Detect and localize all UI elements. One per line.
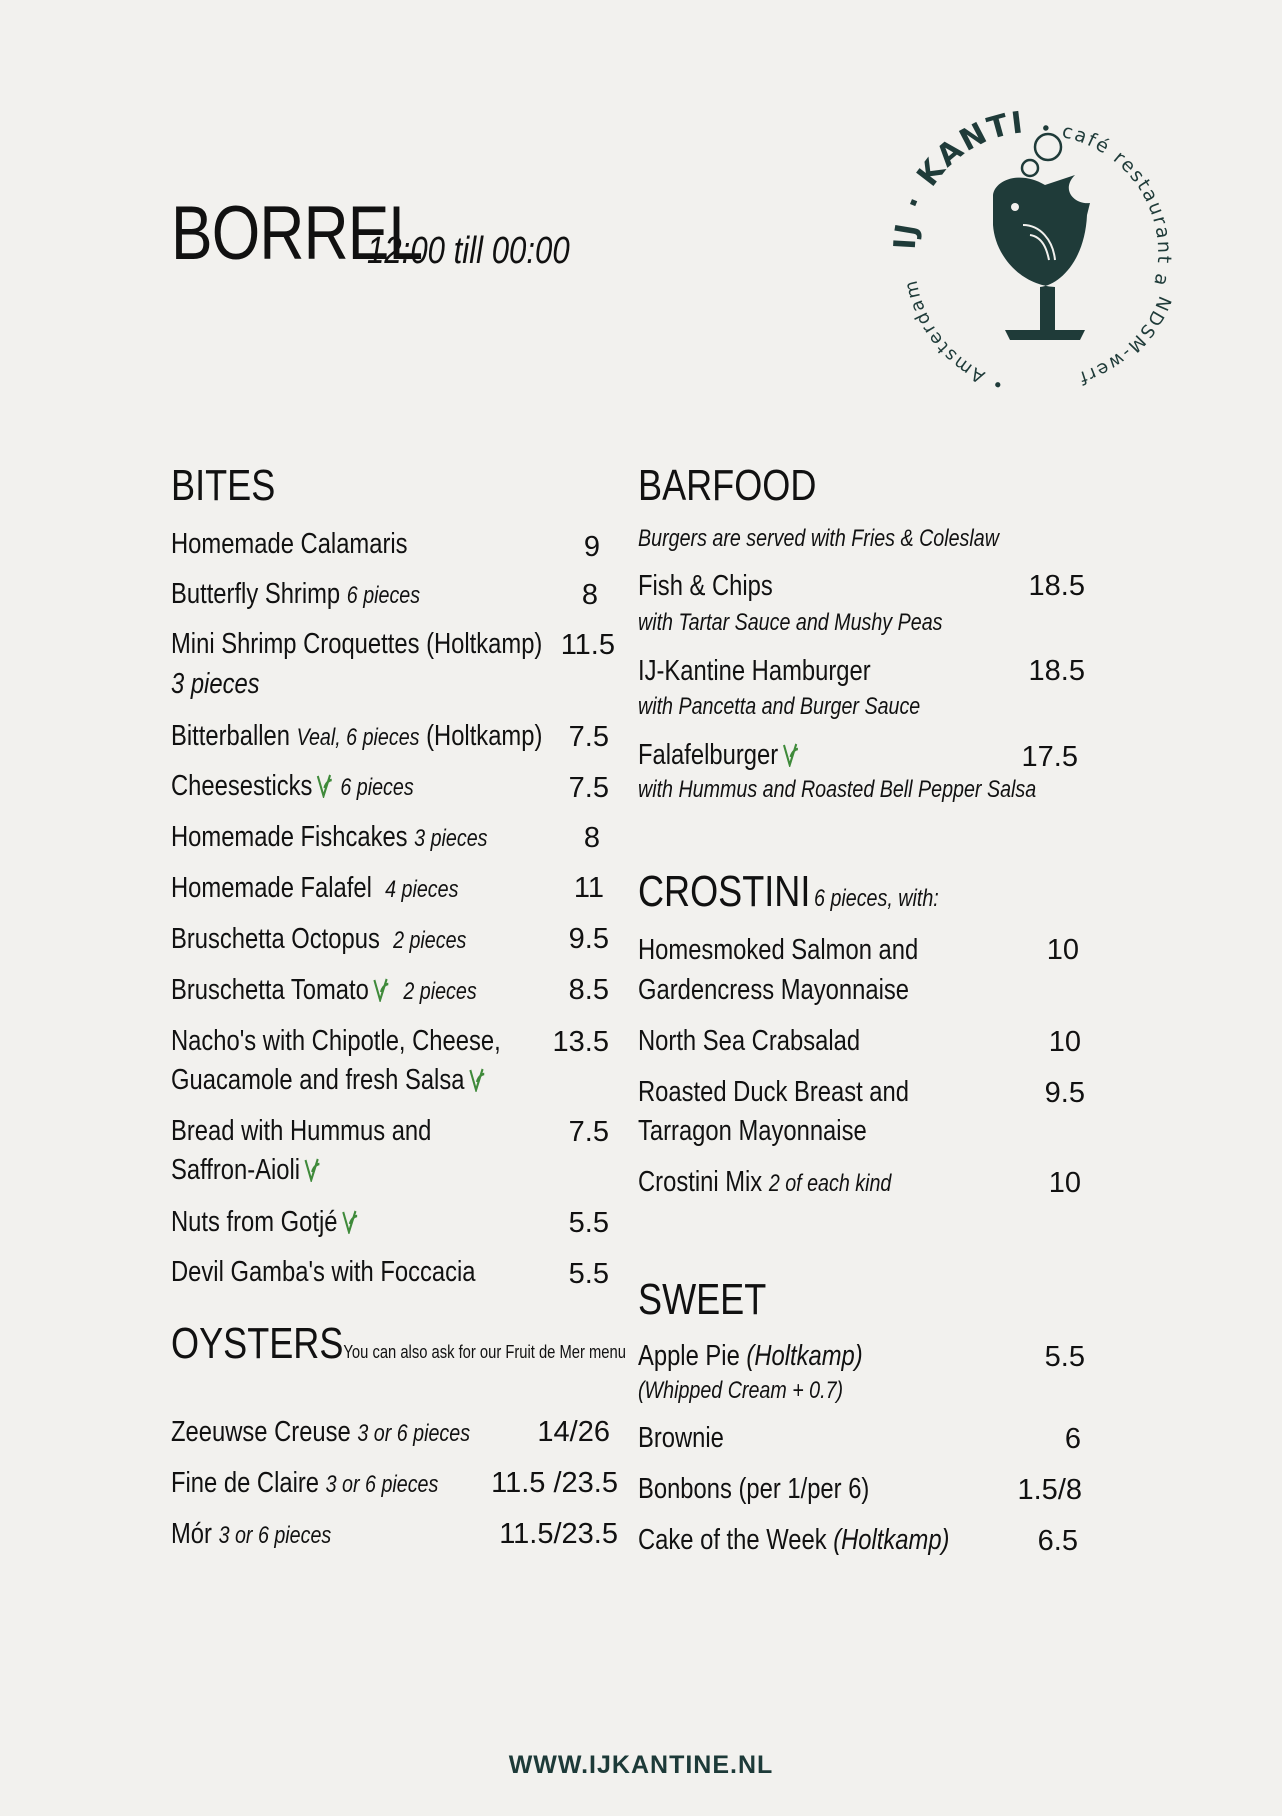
menu-item-price: 18.5	[1028, 655, 1085, 687]
menu-item-price: 14/26	[537, 1416, 610, 1448]
menu-item: Bruschetta Tomato 2 pieces	[171, 974, 477, 1006]
menu-item-price: 5.5	[568, 1258, 609, 1290]
menu-item-price: 18.5	[1028, 570, 1085, 602]
menu-item-desc: (Whipped Cream + 0.7)	[638, 1377, 844, 1404]
vegan-leaf-icon	[316, 772, 334, 798]
menu-item-desc: with Tartar Sauce and Mushy Peas	[638, 609, 943, 636]
menu-item: Nacho's with Chipotle, Cheese,	[171, 1025, 501, 1057]
menu-item: Devil Gamba's with Foccacia	[171, 1256, 476, 1288]
crostini-note: 6 pieces, with:	[814, 885, 939, 912]
menu-item: Bread with Hummus and	[171, 1115, 432, 1147]
menu-item-price: 10	[1048, 1026, 1081, 1058]
menu-item: Crostini Mix 2 of each kind	[638, 1166, 892, 1198]
barfood-heading: BARFOOD	[638, 461, 817, 510]
menu-item: Zeeuwse Creuse 3 or 6 pieces	[171, 1416, 471, 1448]
page-title: BORREL	[171, 191, 423, 276]
crostini-heading: CROSTINI 6 pieces, with:	[638, 867, 939, 916]
logo-right-text: • café restaurant a	[1039, 117, 1176, 290]
menu-item-price: 11.5 /23.5	[491, 1467, 618, 1499]
menu-item: Homesmoked Salmon and	[638, 934, 919, 966]
menu-item: Brownie	[638, 1422, 724, 1454]
menu-item-price: 11	[573, 872, 604, 904]
logo-top-text: IJ · KANTI	[887, 105, 1027, 251]
menu-item: Mini Shrimp Croquettes (Holtkamp)	[171, 628, 543, 660]
menu-item-price: 5.5	[1044, 1341, 1085, 1373]
oysters-note: You can also ask for our Fruit de Mer menu	[343, 1342, 626, 1362]
menu-item-price: 7.5	[568, 772, 609, 804]
menu-item: Cheesesticks 6 pieces	[171, 770, 414, 802]
logo-bottom-left-text: • Amsterdam	[900, 276, 1007, 396]
menu-item: Apple Pie (Holtkamp)	[638, 1340, 863, 1372]
menu-item: Homemade Fishcakes 3 pieces	[171, 821, 488, 853]
menu-item-price: 10	[1048, 1167, 1081, 1199]
menu-item-line2: Gardencress Mayonnaise	[638, 974, 909, 1006]
logo-bottom-right-text: NDSM-werf	[1075, 293, 1175, 389]
vegan-leaf-icon	[341, 1208, 359, 1234]
menu-item-price: 7.5	[568, 721, 609, 753]
vegan-leaf-icon	[303, 1156, 321, 1182]
menu-item-price: 13.5	[552, 1026, 609, 1058]
fish-in-wine-glass-icon	[993, 134, 1090, 340]
svg-text:• Amsterdam Noord	[855, 75, 1007, 395]
menu-item: Mór 3 or 6 pieces	[171, 1518, 332, 1550]
sweet-heading: SWEET	[638, 1275, 767, 1324]
menu-item: Fish & Chips	[638, 570, 773, 602]
vegan-leaf-icon	[781, 741, 799, 767]
menu-item-price: 11.5	[560, 629, 615, 661]
menu-item: Homemade Calamaris	[171, 528, 408, 560]
menu-item-price: 17.5	[1021, 741, 1078, 773]
menu-item: Nuts from Gotjé	[171, 1202, 400, 1242]
menu-item-desc: with Hummus and Roasted Bell Pepper Salsa	[638, 776, 1037, 803]
menu-item: Homemade Falafel 4 pieces	[171, 872, 459, 904]
menu-item-price: 8	[583, 822, 600, 854]
menu-item: Bitterballen Veal, 6 pieces (Holtkamp)	[171, 720, 543, 752]
menu-item-price: 8.5	[568, 974, 609, 1006]
vegan-leaf-icon	[372, 976, 390, 1002]
oysters-heading: OYSTERSYou can also ask for our Fruit de Mer menu	[171, 1319, 626, 1368]
menu-item-price: 5.5	[568, 1207, 609, 1239]
bites-heading: BITES	[171, 461, 276, 510]
menu-item-line2: Saffron-Aioli	[171, 1150, 354, 1190]
menu-item: Bruschetta Octopus 2 pieces	[171, 923, 467, 955]
menu-item-price: 10	[1046, 934, 1079, 966]
menu-item-price: 11.5/23.5	[499, 1518, 618, 1550]
menu-item-price: 6.5	[1037, 1525, 1078, 1557]
menu-item-price: 7.5	[568, 1116, 609, 1148]
menu-item: IJ-Kantine Hamburger	[638, 655, 871, 687]
svg-text:NDSM-werf	[1075, 293, 1175, 388]
ij-kantine-logo	[855, 75, 1210, 430]
menu-item: Falafelburger	[638, 735, 835, 775]
menu-item-price: 8	[581, 579, 598, 611]
menu-item: North Sea Crabsalad	[638, 1025, 861, 1057]
menu-item-line2: Guacamole and fresh Salsa	[171, 1060, 555, 1100]
opening-hours: 12:00 till 00:00	[367, 230, 570, 272]
barfood-note: Burgers are served with Fries & Coleslaw	[638, 525, 999, 552]
menu-item-price: 6	[1064, 1423, 1081, 1455]
vegan-leaf-icon	[468, 1066, 486, 1092]
menu-item: Butterfly Shrimp 6 pieces	[171, 578, 421, 610]
menu-item-price: 9.5	[568, 923, 609, 955]
menu-item-price: 9.5	[1044, 1077, 1085, 1109]
menu-item-desc: with Pancetta and Burger Sauce	[638, 693, 921, 720]
menu-item: Bonbons (per 1/per 6)	[638, 1473, 870, 1505]
website-link[interactable]: WWW.IJKANTINE.NL	[508, 1751, 774, 1779]
menu-item-price: 1.5/8	[1017, 1474, 1082, 1506]
menu-item-note: 3 pieces	[171, 668, 260, 700]
menu-item-line2: Tarragon Mayonnaise	[638, 1115, 867, 1147]
menu-item-price: 9	[583, 531, 600, 563]
menu-item: Fine de Claire 3 or 6 pieces	[171, 1467, 439, 1499]
menu-item: Roasted Duck Breast and	[638, 1076, 909, 1108]
menu-item: Cake of the Week (Holtkamp)	[638, 1524, 950, 1556]
